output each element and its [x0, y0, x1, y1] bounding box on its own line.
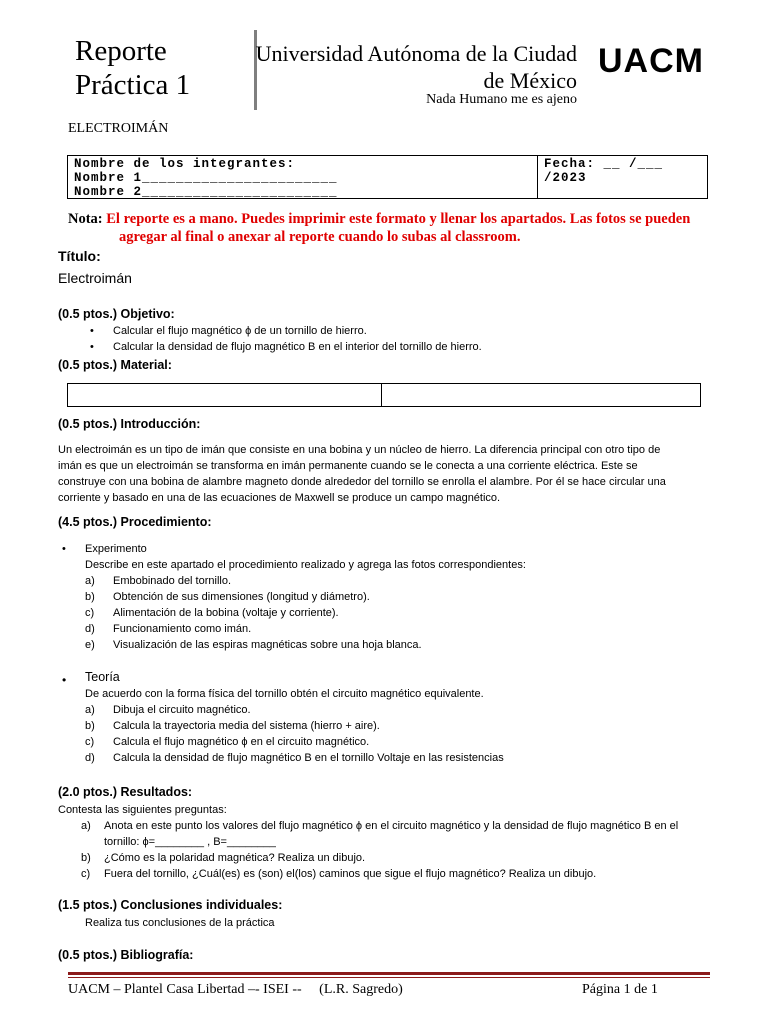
student-info-table: [67, 155, 708, 199]
list-item: a) Dibuja el circuito magnético.: [85, 704, 251, 716]
teoria-bullet: •: [62, 673, 67, 687]
list-item: e) Visualización de las espiras magnéticas sobre una hoja blanca.: [85, 639, 422, 651]
procedimiento-title: Procedimiento:: [120, 515, 212, 529]
introduccion-line: Un electroimán es un tipo de imán que consiste en una bobina y un núcleo de hierro. La diferencia principal con otro tipo de: [58, 444, 661, 456]
conclusiones-points: (1.5 ptos.): [58, 898, 118, 912]
experimento-block: [85, 541, 715, 653]
introduccion-title: Introducción:: [120, 417, 201, 431]
report-title: [75, 34, 190, 102]
teoria-desc: De acuerdo con la forma física del tornillo obtén el circuito magnético equivalente.: [85, 688, 484, 700]
introduccion-text: [58, 442, 718, 506]
list-item: • Calcular la densidad de flujo magnético B en el interior del tornillo de hierro.: [90, 339, 710, 355]
material-heading: [58, 358, 172, 372]
objetivo-heading: [58, 307, 175, 321]
objetivo-title: Objetivo:: [120, 307, 175, 321]
introduccion-line: imán es que un electroimán se transforma en imán permanente cuando se le conecta a una corriente eléctrica. Este se: [58, 460, 638, 472]
members-label: Nombre de los integrantes:: [74, 157, 296, 171]
list-item: • Calcular el flujo magnético ϕ de un tornillo de hierro.: [90, 323, 710, 339]
footer-left-text: UACM – Plantel Casa Libertad –- ISEI -- (L.R. Sagredo): [68, 982, 403, 997]
material-title: Material:: [120, 358, 172, 372]
members-cell: [68, 156, 538, 198]
introduccion-heading: [58, 417, 200, 431]
note-label: Nota:: [68, 211, 103, 227]
note-text-line1: El reporte es a mano. Puedes imprimir este formato y llenar los apartados. Las fotos se pueden: [106, 211, 691, 227]
resultados-heading: [58, 785, 192, 799]
conclusiones-title: Conclusiones individuales:: [120, 898, 283, 912]
resultados-intro: Contesta las siguientes preguntas:: [58, 804, 227, 816]
conclusiones-heading: [58, 898, 282, 912]
date-field: Fecha: __ /___ /2023: [544, 157, 664, 185]
list-item: d) Calcula la densidad de flujo magnético B en el tornillo Voltaje en las resistencias: [85, 752, 504, 764]
list-item: b) Calcula la trayectoria media del sistema (hierro + aire).: [85, 720, 380, 732]
list-item: b) Obtención de sus dimensiones (longitud y diámetro).: [85, 591, 370, 603]
bibliografia-points: (0.5 ptos.): [58, 948, 118, 962]
introduccion-line: construye con una bobina de alambre magneto donde alrededor del tornillo se enrolla el alambre. Por él se hace circular una: [58, 476, 666, 488]
university-motto: Nada Humano me es ajeno: [426, 92, 577, 107]
objetivo-list: [90, 323, 710, 355]
titulo-heading: Título:: [58, 248, 101, 264]
university-name-line1: Universidad Autónoma de la Ciudad: [255, 41, 577, 66]
objetivo-points: (0.5 ptos.): [58, 307, 118, 321]
list-item: a) Anota en este punto los valores del flujo magnético ϕ en el circuito magnético y la densidad de flujo magnético B en el tornillo: ϕ=________ , B=________: [81, 820, 679, 848]
introduccion-points: (0.5 ptos.): [58, 417, 118, 431]
experimento-desc: Describe en este apartado el procedimiento realizado y agrega las fotos correspondientes:: [85, 559, 526, 571]
university-name: [247, 40, 577, 94]
procedimiento-points: (4.5 ptos.): [58, 515, 118, 529]
experimento-list: [85, 573, 715, 653]
university-name-line2: de México: [483, 68, 577, 93]
footer-rule-thick: [68, 972, 710, 975]
report-title-line1: Reporte: [75, 35, 167, 67]
bibliografia-heading: [58, 948, 193, 962]
conclusiones-text: Realiza tus conclusiones de la práctica: [85, 917, 275, 929]
procedimiento-heading: [58, 515, 212, 529]
experimento-bullet: •: [62, 543, 66, 555]
teoria-block: [85, 686, 715, 766]
list-item: a) Embobinado del tornillo.: [85, 575, 232, 587]
note-text-line2: agregar al final o anexar al reporte cuando lo subas al classroom.: [119, 229, 521, 245]
material-table: [67, 383, 701, 407]
material-points: (0.5 ptos.): [58, 358, 118, 372]
material-table-divider: [381, 384, 382, 406]
introduccion-line: corriente y basado en una de las ecuaciones de Maxwell se produce un campo magnético.: [58, 492, 501, 504]
list-item: c) Alimentación de la bobina (voltaje y corriente).: [85, 607, 339, 619]
report-title-line2: Práctica 1: [75, 69, 191, 101]
footer-rule-thin: [68, 977, 710, 978]
resultados-title: Resultados:: [120, 785, 193, 799]
name2-field: Nombre 2_______________________: [74, 185, 338, 199]
note-block: [68, 210, 728, 246]
resultados-points: (2.0 ptos.): [58, 785, 118, 799]
titulo-value: Electroimán: [58, 270, 132, 286]
teoria-title: Teoría: [85, 670, 120, 684]
uacm-logo: UACM: [598, 42, 704, 80]
list-item: d) Funcionamiento como imán.: [85, 623, 252, 635]
teoria-list: [85, 702, 715, 766]
bibliografia-title: Bibliografía:: [120, 948, 194, 962]
list-item: b) ¿Cómo es la polaridad magnética? Realiza un dibujo.: [81, 852, 366, 864]
resultados-list: [81, 818, 717, 882]
experimento-title: Experimento: [85, 543, 147, 555]
name1-field: Nombre 1_______________________: [74, 171, 338, 185]
page-number: Página 1 de 1: [582, 982, 658, 997]
list-item: c) Calcula el flujo magnético ϕ en el circuito magnético.: [85, 736, 370, 748]
list-item: c) Fuera del tornillo, ¿Cuál(es) es (son) el(los) caminos que sigue el flujo magnético? Realiza un dibujo.: [81, 868, 597, 880]
practice-subject: ELECTROIMÁN: [68, 121, 169, 136]
